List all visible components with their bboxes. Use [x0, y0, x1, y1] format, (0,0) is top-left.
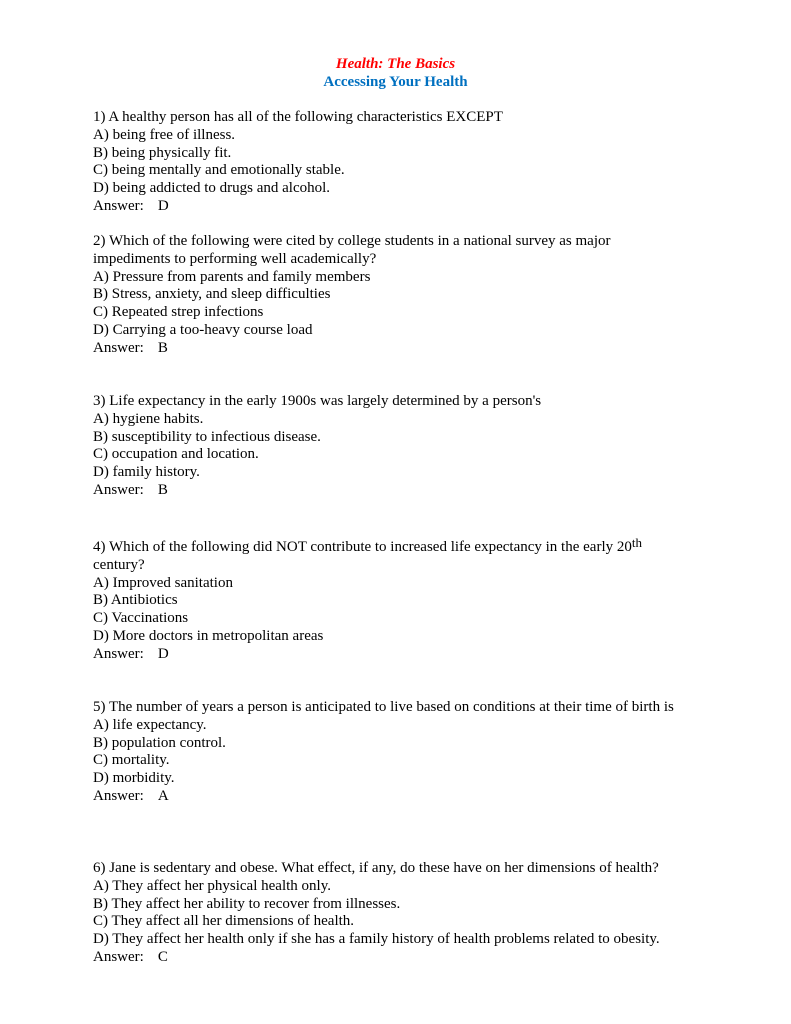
option-b: B) being physically fit.: [93, 144, 232, 161]
option-d: D) They affect her health only if she has a family history of health problems related to obesity.: [93, 931, 660, 948]
option-a: A) hygiene habits.: [93, 410, 204, 427]
question-stem: 5) The number of years a person is anticipated to live based on conditions at their time of birth is: [93, 699, 674, 715]
option-a: A) Pressure from parents and family members: [93, 268, 371, 285]
question-stem-continued: century?: [93, 556, 145, 573]
question-3: [93, 393, 733, 500]
question-stem: 6) Jane is sedentary and obese. What effect, if any, do these have on her dimensions of health?: [93, 860, 659, 876]
question-stem-continued: impediments to performing well academically?: [93, 250, 377, 267]
answer-value: D: [157, 645, 169, 662]
answer-label: Answer:: [93, 197, 144, 214]
answer-line: [93, 788, 733, 806]
answer-line: [93, 482, 733, 500]
option-b: B) Antibiotics: [93, 592, 178, 609]
option-a: A) being free of illness.: [93, 126, 236, 143]
answer-line: [93, 340, 733, 358]
option-c: C) mortality.: [93, 752, 170, 769]
option-d: D) morbidity.: [93, 770, 175, 787]
option-b: B) Stress, anxiety, and sleep difficulties: [93, 286, 331, 303]
option-a: A) They affect her physical health only.: [93, 877, 331, 894]
answer-value: B: [157, 481, 168, 498]
option-b: B) population control.: [93, 734, 226, 751]
option-b: B) susceptibility to infectious disease.: [93, 428, 321, 445]
document-subtitle: Accessing Your Health: [323, 74, 468, 90]
option-d: D) family history.: [93, 464, 200, 481]
answer-line: [93, 646, 733, 664]
answer-label: Answer:: [93, 787, 144, 804]
question-1: [93, 109, 733, 216]
option-a: A) life expectancy.: [93, 716, 207, 733]
ordinal-superscript: th: [631, 535, 642, 550]
option-d: D) Carrying a too-heavy course load: [93, 321, 313, 338]
answer-label: Answer:: [93, 645, 144, 662]
answer-line: [93, 949, 733, 967]
question-stem: 2) Which of the following were cited by college students in a national survey as major: [93, 233, 611, 249]
option-d: D) More doctors in metropolitan areas: [93, 627, 324, 644]
question-6: [93, 860, 733, 967]
answer-label: Answer:: [93, 948, 144, 965]
answer-value: B: [157, 339, 168, 356]
question-stem: 3) Life expectancy in the early 1900s was largely determined by a person's: [93, 393, 542, 409]
option-c: C) They affect all her dimensions of health.: [93, 913, 355, 930]
answer-label: Answer:: [93, 481, 144, 498]
option-c: C) Vaccinations: [93, 610, 189, 627]
option-c: C) occupation and location.: [93, 446, 259, 463]
question-2: [93, 233, 733, 358]
option-a: A) Improved sanitation: [93, 574, 233, 591]
answer-value: D: [157, 197, 169, 214]
answer-label: Answer:: [93, 339, 144, 356]
question-4: [93, 535, 733, 664]
option-d: D) being addicted to drugs and alcohol.: [93, 180, 331, 197]
answer-value: A: [157, 787, 169, 804]
option-c: C) being mentally and emotionally stable.: [93, 162, 345, 179]
answer-value: C: [157, 948, 168, 965]
question-stem-text: 4) Which of the following did NOT contribute to increased life expectancy in the early 20: [93, 539, 632, 555]
question-stem: 1) A healthy person has all of the following characteristics EXCEPT: [93, 109, 503, 125]
question-stem: [93, 535, 733, 557]
option-b: B) They affect her ability to recover from illnesses.: [93, 895, 401, 912]
question-5: [93, 699, 733, 806]
answer-line: [93, 198, 733, 216]
document-title: Health: The Basics: [335, 56, 456, 72]
option-c: C) Repeated strep infections: [93, 304, 264, 321]
